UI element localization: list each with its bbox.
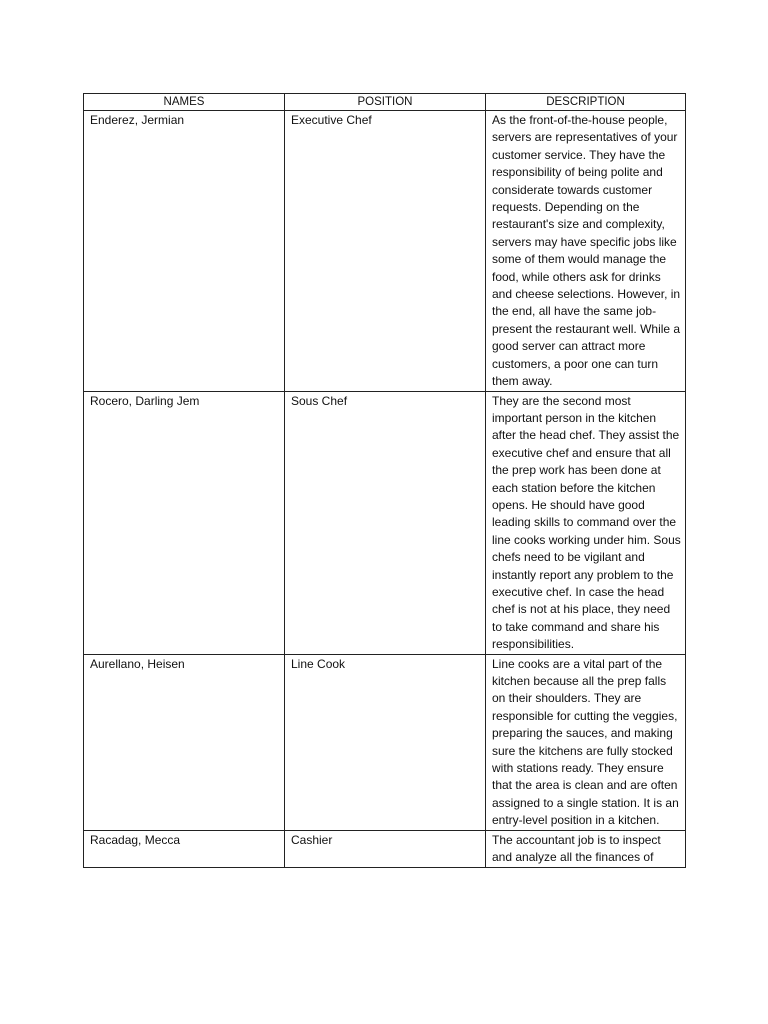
table-row — [84, 830, 686, 867]
table-header-row — [84, 94, 686, 111]
table-row — [84, 391, 686, 654]
cell-position: Line Cook — [285, 654, 486, 830]
cell-name: Rocero, Darling Jem — [84, 391, 285, 654]
cell-name: Racadag, Mecca — [84, 830, 285, 867]
cell-description: They are the second most important person in the kitchen after the head chef. They assist the executive chef and ensure that all the prep work has been done at each station before the kitchen opens. He should have good leading skills to command over the line cooks working under him. Sous chefs need to be vigilant and instantly report any problem to the executive chef. In case the head chef is not at his place, they need to take command and share his responsibilities. — [486, 391, 686, 654]
header-description: DESCRIPTION — [486, 94, 686, 111]
cell-position: Executive Chef — [285, 111, 486, 392]
cell-name: Enderez, Jermian — [84, 111, 285, 392]
cell-position: Cashier — [285, 830, 486, 867]
table-row — [84, 654, 686, 830]
cell-name: Aurellano, Heisen — [84, 654, 285, 830]
cell-position: Sous Chef — [285, 391, 486, 654]
header-position: POSITION — [285, 94, 486, 111]
cell-description: As the front-of-the-house people, servers are representatives of your customer service. They have the responsibility of being polite and considerate towards customer requests. Depending on the restaurant's size and complexity, servers may have specific jobs like some of them would manage the food, while others ask for drinks and cheese selections. However, in the end, all have the same job- present the restaurant well. While a good server can attract more customers, a poor one can turn them away. — [486, 111, 686, 392]
table-row — [84, 111, 686, 392]
cell-description: Line cooks are a vital part of the kitchen because all the prep falls on their shoulders. They are responsible for cutting the veggies, preparing the sauces, and making sure the kitchens are fully stocked with stations ready. They ensure that the area is clean and are often assigned to a single station. It is an entry-level position in a kitchen. — [486, 654, 686, 830]
staff-table — [83, 93, 686, 868]
cell-description-text: The accountant job is to inspect and analyze all the finances of — [492, 832, 661, 865]
cell-description — [486, 830, 686, 867]
header-names: NAMES — [84, 94, 285, 111]
